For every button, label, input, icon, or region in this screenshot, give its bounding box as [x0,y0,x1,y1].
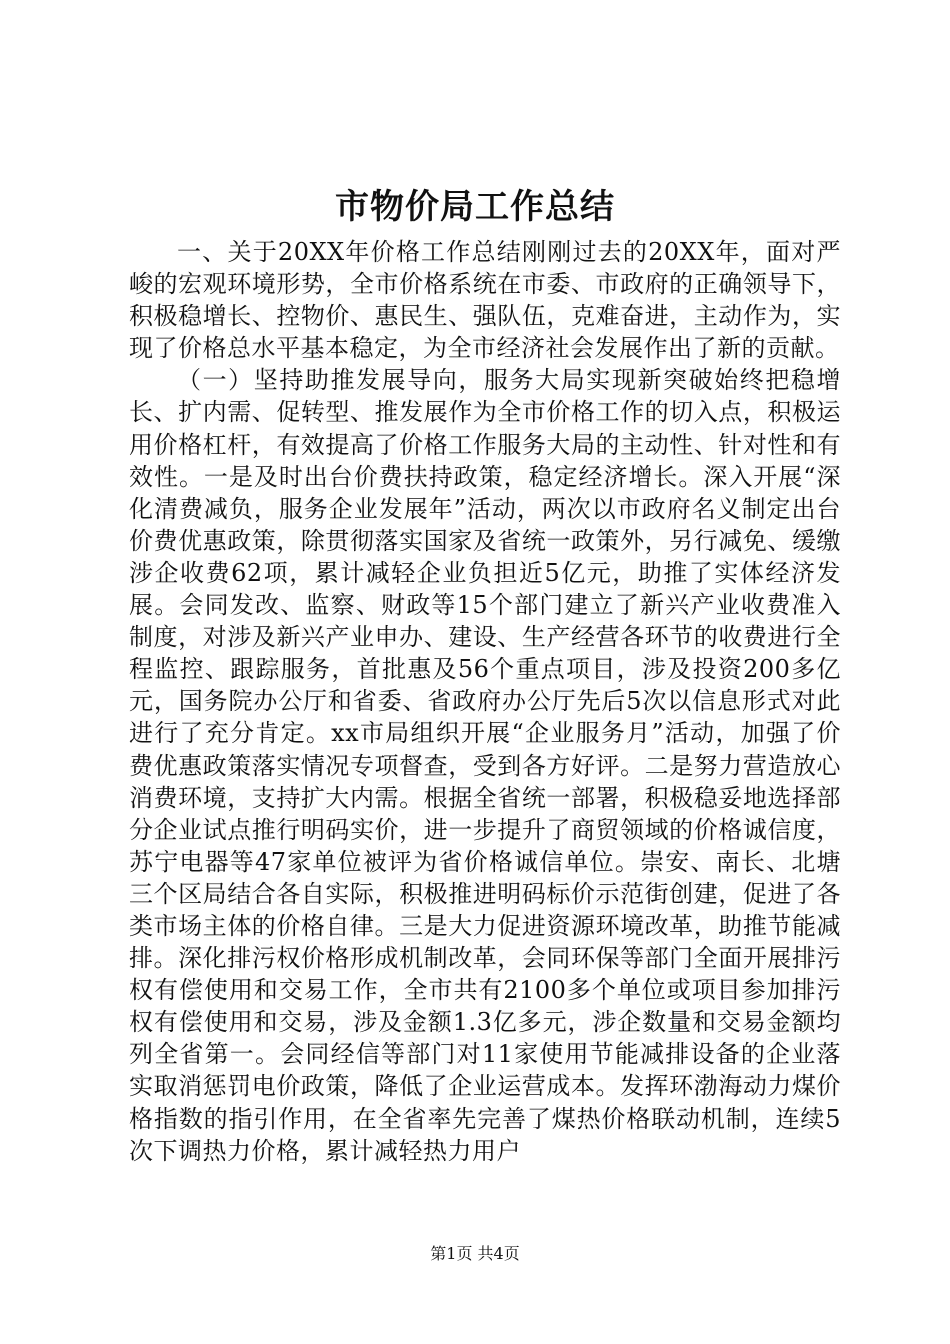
document-title: 市物价局工作总结 [335,187,615,227]
page-footer: 第1页 共4页 [430,1244,520,1263]
paragraph-intro: 一、关于20XX年价格工作总结刚刚过去的20XX年，面对严峻的宏观环境形势，全市价格系统在市委、市政府的正确领导下，积极稳增长、控物价、惠民生、强队伍，克难奋进，主动作为，实现了价格总水平基本稳定，为全市经济社会发展作出了新的贡献。 [129,238,841,363]
document-body [129,236,841,1167]
paragraph-section-one: （一）坚持助推发展导向，服务大局实现新突破始终把稳增长、扩内需、促转型、推发展作为全市价格工作的切入点，积极运用价格杠杆，有效提高了价格工作服务大局的主动性、针对性和有效性。一是及时出台价费扶持政策，稳定经济增长。深入开展“深化清费减负，服务企业发展年”活动，两次以市政府名义制定出台价费优惠政策，除贯彻落实国家及省统一政策外，另行减免、缓缴涉企收费62项，累计减轻企业负担近5亿元，助推了实体经济发展。会同发改、监察、财政等15个部门建立了新兴产业收费准入制度，对涉及新兴产业申办、建设、生产经营各环节的收费进行全程监控、跟踪服务，首批惠及56个重点项目，涉及投资200多亿元，国务院办公厅和省委、省政府办公厅先后5次以信息形式对此进行了充分肯定。xx市局组织开展“企业服务月”活动，加强了价费优惠政策落实情况专项督查，受到各方好评。二是努力营造放心消费环境，支持扩大内需。根据全省统一部署，积极稳妥地选择部分企业试点推行明码实价，进一步提升了商贸领域的价格诚信度，苏宁电器等47家单位被评为省价格诚信单位。崇安、南长、北塘三个区局结合各自实际，积极推进明码标价示范街创建，促进了各类市场主体的价格自律。三是大力促进资源环境改革，助推节能减排。深化排污权价格形成机制改革，会同环保等部门全面开展排污权有偿使用和交易工作，全市共有2100多个单位或项目参加排污权有偿使用和交易，涉及金额1.3亿多元，涉企数量和交易金额均列全省第一。会同经信等部门对11家使用节能减排设备的企业落实取消惩罚电价政策，降低了企业运营成本。发挥环渤海动力煤价格指数的指引作用，在全省率先完善了煤热价格联动机制，连续5次下调热力价格，累计减轻热力用户 [129,366,841,1165]
